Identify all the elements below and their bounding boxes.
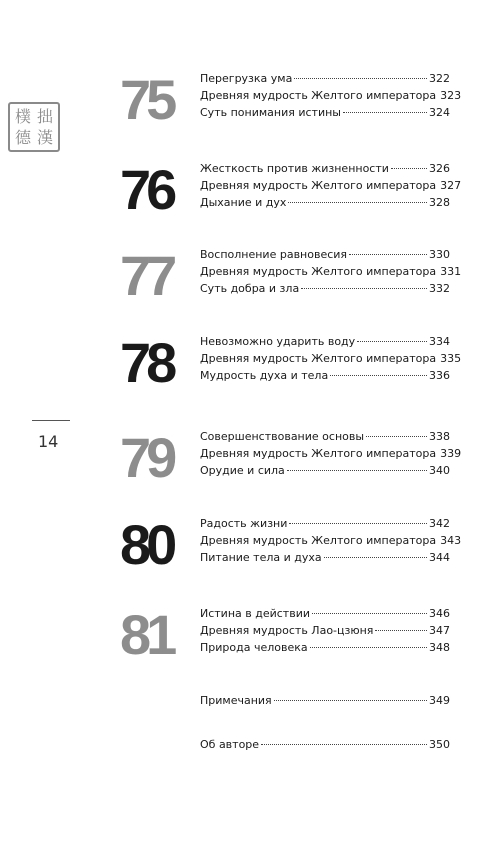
seal-char: 樸 [14,106,31,126]
seal-char: 德 [14,127,31,147]
toc-entry-title: Природа человека [200,641,308,654]
toc-entry-title: Перегрузка ума [200,72,293,85]
toc-entry-page: 349 [429,694,450,707]
page-number-rule [32,420,70,421]
toc-entry-page: 350 [429,738,450,751]
dot-leader [301,288,427,289]
toc-entry[interactable] [200,333,450,350]
toc-entry-page: 340 [429,464,450,477]
chapter-number: 80 [120,513,173,576]
toc-entry-page: 336 [429,369,450,382]
toc-entry-title: Древняя мудрость Желтого императора [200,265,437,278]
dot-leader [357,341,427,342]
toc-entry[interactable] [200,177,462,194]
toc-extra-entry[interactable] [200,738,450,751]
dot-leader [343,112,427,113]
toc-entry-title: Древняя мудрость Желтого императора [200,447,437,460]
toc-entry-title: Дыхание и дух [200,196,287,209]
toc-entry[interactable] [200,87,462,104]
toc-extra-entry[interactable] [200,694,450,707]
dot-leader [288,202,427,203]
chapter-entries [200,605,450,656]
toc-entry-page: 348 [429,641,450,654]
chapter-entries [200,515,462,566]
toc-chapter-79 [120,426,462,489]
toc-entry-title: Истина в действии [200,607,310,620]
dot-leader [349,254,427,255]
dot-leader [261,744,427,745]
toc-entry-page: 332 [429,282,450,295]
toc-entry[interactable] [200,263,462,280]
toc-entry-title: Совершенствование основы [200,430,365,443]
toc-entry[interactable] [200,104,450,121]
toc-entry-title: Восполнение равновесия [200,248,348,261]
toc-entry-title: Древняя мудрость Желтого императора [200,352,437,365]
dot-leader [274,700,427,701]
chapter-number: 76 [120,158,173,221]
toc-entry-title: Мудрость духа и тела [200,369,329,382]
toc-entry-page: 328 [429,196,450,209]
toc-entry-page: 342 [429,517,450,530]
toc-entry[interactable] [200,515,450,532]
dot-leader [289,523,427,524]
toc-entry-page: 335 [440,352,462,365]
dot-leader [366,436,427,437]
toc-entry[interactable] [200,246,450,263]
toc-entry-title: Суть добра и зла [200,282,300,295]
dot-leader [287,470,427,471]
toc-entry-page: 339 [440,447,462,460]
dot-leader [312,613,427,614]
toc-chapter-75 [120,68,462,131]
toc-entry[interactable] [200,622,450,639]
toc-chapter-81 [120,605,450,665]
toc-entry-page: 330 [429,248,450,261]
toc-entry-title: Жесткость против жизненности [200,162,389,175]
toc-entry[interactable] [200,549,450,566]
toc-chapter-78 [120,331,462,394]
toc-entry-page: 322 [429,72,450,85]
chapter-number: 77 [120,244,173,307]
toc-entry[interactable] [200,445,462,462]
toc-entry-title: Радость жизни [200,517,288,530]
chapter-entries [200,70,462,121]
chapter-number: 75 [120,68,173,131]
toc-entry-title: Древняя мудрость Лао-цзюня [200,624,374,637]
chapter-entries [200,246,462,297]
toc-entry-page: 344 [429,551,450,564]
toc-entry-title: Питание тела и духа [200,551,322,564]
dot-leader [294,78,427,79]
page-number: 14 [38,432,59,451]
toc-entry-title: Древняя мудрость Желтого императора [200,89,437,102]
toc-entry-page: 323 [440,89,462,102]
chapter-entries [200,428,462,479]
toc-entry-title: Примечания [200,694,272,707]
toc-chapter-80 [120,513,462,576]
toc-entry-title: Древняя мудрость Желтого императора [200,534,437,547]
dot-leader [330,375,427,376]
toc-entry[interactable] [200,462,450,479]
toc-entry[interactable] [200,70,450,87]
chapter-entries [200,333,462,384]
seal-char: 漢 [36,127,53,147]
toc-entry-page: 324 [429,106,450,119]
toc-entry-page: 347 [429,624,450,637]
toc-entry[interactable] [200,160,450,177]
toc-entry[interactable] [200,367,450,384]
toc-entry-title: Орудие и сила [200,464,285,477]
chapter-entries [200,160,462,211]
toc-entry-page: 326 [429,162,450,175]
seal-stamp-image [8,102,60,152]
toc-chapter-77 [120,244,462,307]
toc-entry[interactable] [200,194,450,211]
dot-leader [375,630,427,631]
chapter-number: 78 [120,331,173,394]
toc-entry[interactable] [200,639,450,656]
toc-entry-page: 334 [429,335,450,348]
toc-entry-page: 327 [440,179,462,192]
toc-entry[interactable] [200,605,450,622]
seal-char: 拙 [36,106,53,126]
toc-entry[interactable] [200,280,450,297]
toc-chapter-76 [120,158,462,221]
toc-entry-title: Невозможно ударить воду [200,335,356,348]
toc-entry[interactable] [200,350,462,367]
dot-leader [324,557,427,558]
toc-entry-page: 338 [429,430,450,443]
toc-entry-title: Суть понимания истины [200,106,341,119]
chapter-number: 79 [120,426,173,489]
toc-entry-page: 343 [440,534,462,547]
dot-leader [391,168,427,169]
dot-leader [310,647,427,648]
toc-entry[interactable] [200,428,450,445]
toc-entry[interactable] [200,532,462,549]
toc-entry-title: Об авторе [200,738,260,751]
toc-entry-page: 346 [429,607,450,620]
toc-entry-page: 331 [440,265,462,278]
toc-entry-title: Древняя мудрость Желтого императора [200,179,437,192]
chapter-number: 81 [120,603,173,666]
